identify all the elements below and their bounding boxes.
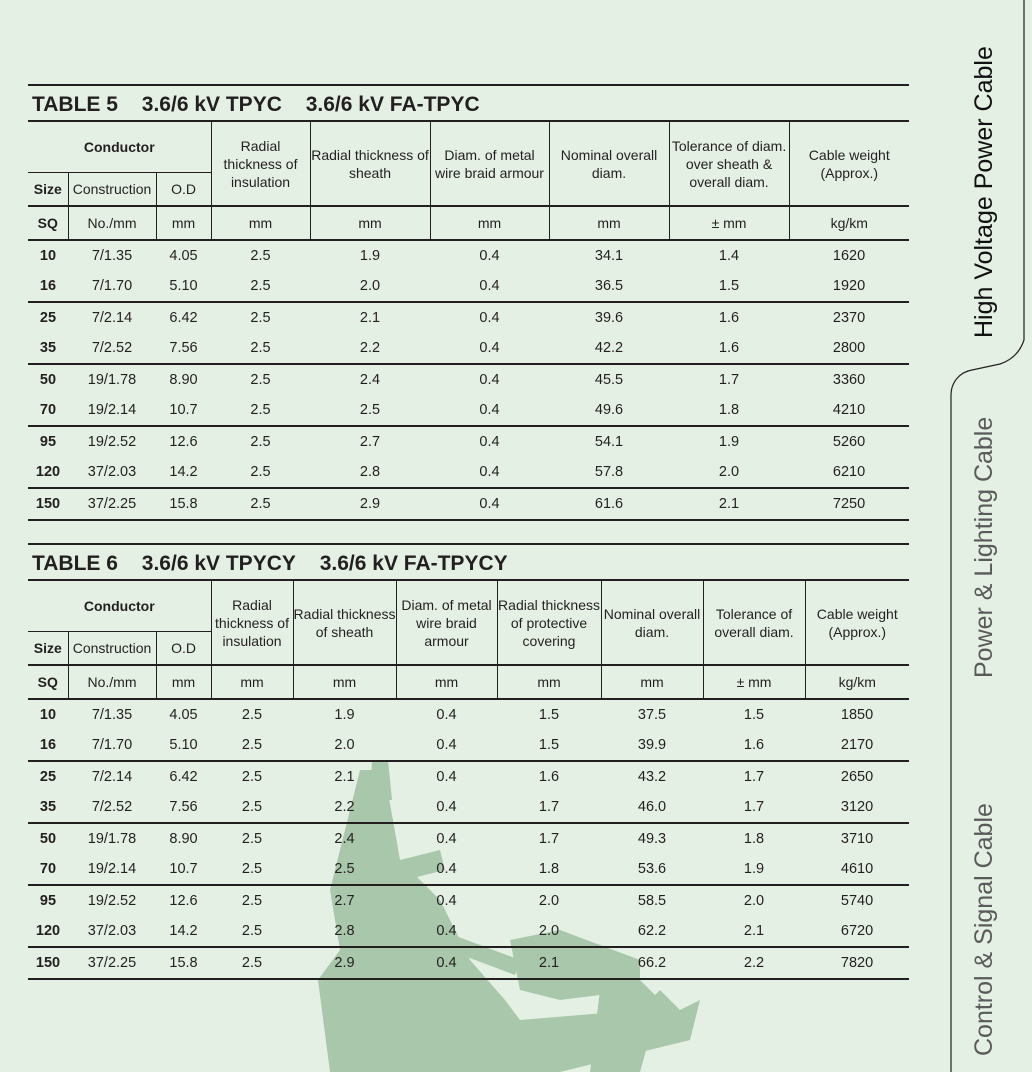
data-cell: 0.4 <box>396 823 497 854</box>
size-cell: 95 <box>28 885 68 916</box>
data-cell: 54.1 <box>549 426 669 457</box>
size-cell: 25 <box>28 302 68 333</box>
table-row <box>28 699 909 730</box>
data-cell: 7/2.52 <box>91 799 133 815</box>
data-cell: 19/2.52 <box>68 426 156 457</box>
data-cell: 43.2 <box>601 761 703 792</box>
side-tab-control-signal[interactable]: Control & Signal Cable <box>970 803 998 1056</box>
data-cell: 1.5 <box>538 737 560 753</box>
unit-cell: mm <box>310 206 430 240</box>
data-cell: 2.0 <box>497 885 601 916</box>
weight-header: Cable weight (Approx.) <box>789 121 909 206</box>
data-cell: 19/1.78 <box>68 364 156 395</box>
nominal-diam-header: Nominal overall diam. <box>549 121 669 206</box>
unit-cell: mm <box>156 206 211 240</box>
data-cell: 6.42 <box>156 302 211 333</box>
data-cell: 1.7 <box>743 799 765 815</box>
table-row <box>28 240 909 271</box>
data-cell: 6720 <box>840 923 874 939</box>
data-cell: 66.2 <box>601 947 703 979</box>
data-cell: 34.1 <box>549 240 669 271</box>
table-row <box>28 426 909 457</box>
data-cell: 2.4 <box>310 364 430 395</box>
unit-cell: mm <box>430 206 549 240</box>
conductor-header: Conductor <box>28 121 211 173</box>
table-row <box>28 730 909 761</box>
data-cell: 2.5 <box>250 340 271 356</box>
radial-insulation-header: Radial thickness of insulation <box>211 580 293 665</box>
size-cell: 10 <box>28 699 68 730</box>
data-cell: 2.2 <box>334 799 355 815</box>
size-cell: 16 <box>39 278 57 294</box>
data-cell: 1620 <box>789 240 909 271</box>
table-row <box>28 916 909 947</box>
data-cell: 0.4 <box>436 737 457 753</box>
data-cell: 2.0 <box>718 464 740 480</box>
table-6-title <box>28 545 909 579</box>
data-cell: 7820 <box>805 947 909 979</box>
table-6-grid <box>28 579 909 980</box>
data-cell: 2.5 <box>241 799 263 815</box>
table-6-type-a: 3.6/6 kV TPYCY <box>141 552 296 575</box>
table-row <box>28 271 909 302</box>
data-cell: 2800 <box>832 340 866 356</box>
data-cell: 49.3 <box>601 823 703 854</box>
data-cell: 1.7 <box>538 799 560 815</box>
data-cell: 2.5 <box>241 861 263 877</box>
data-cell: 2.5 <box>211 488 310 520</box>
data-cell: 1.6 <box>743 737 765 753</box>
data-cell: 37/2.03 <box>87 923 137 939</box>
data-cell: 7/1.35 <box>68 699 156 730</box>
data-cell: 2.1 <box>669 488 789 520</box>
data-cell: 1.7 <box>703 761 805 792</box>
weight-header: Cable weight (Approx.) <box>805 580 909 665</box>
data-cell: 37.5 <box>601 699 703 730</box>
data-cell: 12.6 <box>156 885 211 916</box>
table-5-type-a: 3.6/6 kV TPYC <box>141 93 282 116</box>
data-cell: 2.5 <box>241 737 263 753</box>
data-cell: 45.5 <box>549 364 669 395</box>
data-cell: 2.5 <box>211 240 310 271</box>
data-cell: 15.8 <box>156 488 211 520</box>
data-cell: 4.05 <box>156 240 211 271</box>
data-cell: 3710 <box>805 823 909 854</box>
data-cell: 19/2.52 <box>68 885 156 916</box>
data-cell: 2.5 <box>211 885 293 916</box>
data-cell: 0.4 <box>436 799 457 815</box>
nominal-diam-header: Nominal overall diam. <box>601 580 703 665</box>
table-row <box>28 457 909 488</box>
data-cell: 2.5 <box>211 302 310 333</box>
data-cell: 57.8 <box>594 464 624 480</box>
data-cell: 0.4 <box>430 302 549 333</box>
data-cell: 0.4 <box>436 923 457 939</box>
data-cell: 37/2.25 <box>68 488 156 520</box>
table-row <box>28 364 909 395</box>
data-cell: 19/2.14 <box>87 402 137 418</box>
data-cell: 2.5 <box>241 923 263 939</box>
data-cell: 0.4 <box>396 885 497 916</box>
unit-cell: No./mm <box>68 665 156 699</box>
data-cell: 0.4 <box>430 240 549 271</box>
data-cell: 4610 <box>840 861 874 877</box>
data-cell: 8.90 <box>156 364 211 395</box>
data-cell: 6.42 <box>156 761 211 792</box>
data-cell: 2.7 <box>293 885 396 916</box>
side-tab-power-lighting[interactable]: Power & Lighting Cable <box>970 416 998 678</box>
data-cell: 1.8 <box>703 823 805 854</box>
data-cell: 7/2.14 <box>68 761 156 792</box>
data-cell: 39.9 <box>637 737 667 753</box>
data-cell: 49.6 <box>594 402 624 418</box>
data-cell: 2.5 <box>359 402 381 418</box>
data-cell: 1.9 <box>743 861 765 877</box>
data-cell: 2.8 <box>334 923 355 939</box>
data-cell: 1.4 <box>669 240 789 271</box>
data-cell: 2.5 <box>334 861 355 877</box>
unit-cell: SQ <box>28 665 68 699</box>
table-row <box>28 333 909 364</box>
data-cell: 19/2.14 <box>87 861 137 877</box>
table-row <box>28 761 909 792</box>
data-cell: 1.8 <box>538 861 560 877</box>
table-6-body <box>28 699 909 979</box>
table-5-body <box>28 240 909 520</box>
size-cell: 50 <box>28 364 68 395</box>
data-cell: 1.6 <box>497 761 601 792</box>
data-cell: 3120 <box>840 799 874 815</box>
data-cell: 5740 <box>805 885 909 916</box>
data-cell: 2.5 <box>250 464 271 480</box>
table-row <box>28 792 909 823</box>
unit-cell: mm <box>211 206 310 240</box>
diam-braid-header: Diam. of metal wire braid armour <box>430 121 549 206</box>
data-cell: 14.2 <box>169 464 198 480</box>
size-cell: 16 <box>39 737 57 753</box>
data-cell: 2.5 <box>211 364 310 395</box>
data-cell: 2.0 <box>334 737 355 753</box>
data-cell: 1.6 <box>718 340 740 356</box>
data-cell: 42.2 <box>594 340 624 356</box>
data-cell: 2170 <box>840 737 874 753</box>
side-tab-high-voltage[interactable]: High Voltage Power Cable <box>970 46 998 338</box>
data-cell: 15.8 <box>156 947 211 979</box>
data-cell: 7/2.52 <box>91 340 133 356</box>
table-6 <box>28 543 909 980</box>
data-cell: 1.7 <box>669 364 789 395</box>
unit-cell: mm <box>293 665 396 699</box>
size-cell: 10 <box>28 240 68 271</box>
construction-header: Construction <box>68 173 156 207</box>
data-cell: 10.7 <box>169 861 198 877</box>
data-cell: 2.5 <box>250 278 271 294</box>
radial-sheath-header: Radial thickness of sheath <box>293 580 396 665</box>
data-cell: 6210 <box>832 464 866 480</box>
table-6-type-b: 3.6/6 kV FA-TPYCY <box>319 552 508 575</box>
size-cell: 35 <box>39 340 57 356</box>
data-cell: 7/1.70 <box>91 278 133 294</box>
table-5-grid <box>28 120 909 521</box>
size-cell: 150 <box>28 947 68 979</box>
data-cell: 2.5 <box>211 761 293 792</box>
table-row <box>28 885 909 916</box>
data-cell: 1.5 <box>718 278 740 294</box>
unit-cell: kg/km <box>805 665 909 699</box>
data-cell: 1.9 <box>293 699 396 730</box>
data-cell: 0.4 <box>396 699 497 730</box>
unit-cell: mm <box>601 665 703 699</box>
data-cell: 7/1.35 <box>68 240 156 271</box>
data-cell: 62.2 <box>637 923 667 939</box>
data-cell: 0.4 <box>430 426 549 457</box>
data-cell: 1.9 <box>310 240 430 271</box>
data-cell: 2.0 <box>703 885 805 916</box>
table-row <box>28 302 909 333</box>
data-cell: 2.1 <box>743 923 765 939</box>
data-cell: 5.10 <box>169 278 198 294</box>
data-cell: 2.5 <box>250 402 271 418</box>
data-cell: 8.90 <box>156 823 211 854</box>
data-cell: 2.9 <box>310 488 430 520</box>
data-cell: 0.4 <box>479 464 500 480</box>
data-cell: 2.1 <box>310 302 430 333</box>
data-cell: 5.10 <box>169 737 198 753</box>
data-cell: 2.8 <box>359 464 381 480</box>
data-cell: 2.0 <box>538 923 560 939</box>
data-cell: 2.5 <box>211 823 293 854</box>
data-cell: 1.8 <box>718 402 740 418</box>
data-cell: 0.4 <box>479 402 500 418</box>
unit-cell: ± mm <box>669 206 789 240</box>
data-cell: 7.56 <box>169 340 198 356</box>
od-header: O.D <box>156 173 211 207</box>
data-cell: 5260 <box>789 426 909 457</box>
data-cell: 2.5 <box>211 947 293 979</box>
table-row <box>28 488 909 520</box>
data-cell: 1850 <box>805 699 909 730</box>
data-cell: 39.6 <box>549 302 669 333</box>
data-cell: 2.4 <box>293 823 396 854</box>
size-cell: 95 <box>28 426 68 457</box>
table-5-title <box>28 86 909 120</box>
unit-cell: ± mm <box>703 665 805 699</box>
data-cell: 0.4 <box>479 340 500 356</box>
table-row <box>28 947 909 979</box>
size-cell: 120 <box>35 923 61 939</box>
data-cell: 7/2.14 <box>68 302 156 333</box>
unit-cell: No./mm <box>68 206 156 240</box>
data-cell: 7250 <box>789 488 909 520</box>
unit-cell: mm <box>497 665 601 699</box>
data-cell: 53.6 <box>637 861 667 877</box>
table-6-number: TABLE 6 <box>32 552 118 575</box>
data-cell: 36.5 <box>594 278 624 294</box>
table-5 <box>28 84 909 521</box>
data-cell: 14.2 <box>169 923 198 939</box>
data-cell: 2.7 <box>310 426 430 457</box>
data-cell: 0.4 <box>396 761 497 792</box>
data-cell: 0.4 <box>396 947 497 979</box>
size-header: Size <box>28 632 68 666</box>
data-cell: 2.5 <box>211 426 310 457</box>
size-cell: 25 <box>28 761 68 792</box>
size-cell: 70 <box>39 861 57 877</box>
data-cell: 1920 <box>832 278 866 294</box>
data-cell: 1.6 <box>669 302 789 333</box>
size-header: Size <box>28 173 68 207</box>
diam-braid-header: Diam. of metal wire braid armour <box>396 580 497 665</box>
tolerance-header: Tolerance of overall diam. <box>703 580 805 665</box>
size-cell: 35 <box>39 799 57 815</box>
data-cell: 4210 <box>832 402 866 418</box>
data-cell: 2.9 <box>293 947 396 979</box>
size-cell: 120 <box>35 464 61 480</box>
data-cell: 2370 <box>789 302 909 333</box>
data-cell: 0.4 <box>430 364 549 395</box>
data-cell: 1.9 <box>669 426 789 457</box>
data-cell: 37/2.03 <box>87 464 137 480</box>
data-cell: 0.4 <box>436 861 457 877</box>
radial-insulation-header: Radial thickness of insulation <box>211 121 310 206</box>
unit-cell: SQ <box>28 206 68 240</box>
data-cell: 7.56 <box>169 799 198 815</box>
unit-cell: mm <box>549 206 669 240</box>
data-cell: 61.6 <box>549 488 669 520</box>
table-5-number: TABLE 5 <box>32 93 118 116</box>
conductor-header: Conductor <box>28 580 211 632</box>
data-cell: 19/1.78 <box>68 823 156 854</box>
data-cell: 2.1 <box>497 947 601 979</box>
radial-sheath-header: Radial thickness of sheath <box>310 121 430 206</box>
table-row <box>28 854 909 885</box>
data-cell: 1.5 <box>497 699 601 730</box>
od-header: O.D <box>156 632 211 666</box>
unit-cell: mm <box>211 665 293 699</box>
data-cell: 12.6 <box>156 426 211 457</box>
data-cell: 2.2 <box>703 947 805 979</box>
table-row <box>28 395 909 426</box>
size-cell: 150 <box>28 488 68 520</box>
data-cell: 4.05 <box>156 699 211 730</box>
data-cell: 2.5 <box>211 699 293 730</box>
data-cell: 1.7 <box>497 823 601 854</box>
data-cell: 10.7 <box>169 402 198 418</box>
data-cell: 2.0 <box>359 278 381 294</box>
table-row <box>28 823 909 854</box>
unit-cell: mm <box>156 665 211 699</box>
unit-cell: mm <box>396 665 497 699</box>
data-cell: 46.0 <box>637 799 667 815</box>
table-5-type-b: 3.6/6 kV FA-TPYC <box>305 93 480 116</box>
data-cell: 1.5 <box>703 699 805 730</box>
size-cell: 70 <box>39 402 57 418</box>
data-cell: 2.1 <box>293 761 396 792</box>
tolerance-header: Tolerance of diam. over sheath & overall diam. <box>669 121 789 206</box>
radial-covering-header: Radial thickness of protective covering <box>497 580 601 665</box>
data-cell: 2650 <box>805 761 909 792</box>
data-cell: 3360 <box>789 364 909 395</box>
data-cell: 58.5 <box>601 885 703 916</box>
size-cell: 50 <box>28 823 68 854</box>
data-cell: 37/2.25 <box>68 947 156 979</box>
data-cell: 2.2 <box>359 340 381 356</box>
data-cell: 0.4 <box>479 278 500 294</box>
construction-header: Construction <box>68 632 156 666</box>
data-cell: 7/1.70 <box>91 737 133 753</box>
unit-cell: kg/km <box>789 206 909 240</box>
data-cell: 0.4 <box>430 488 549 520</box>
